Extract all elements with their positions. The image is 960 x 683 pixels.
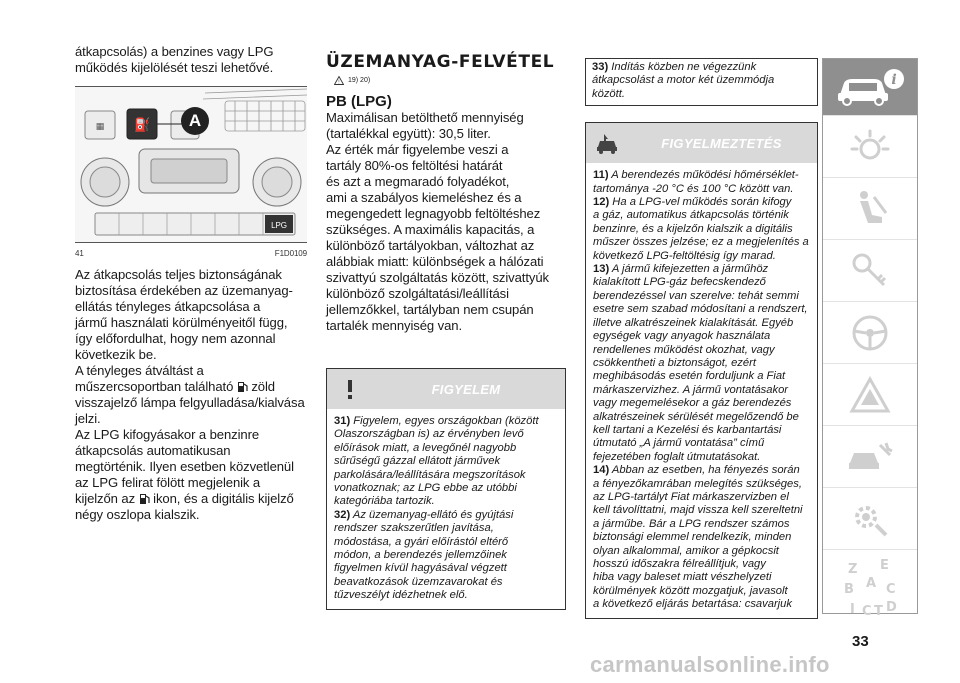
hazard-triangle-icon — [848, 375, 892, 415]
caution-label: FIGYELMEZTETÉS — [661, 135, 782, 151]
note-line: hosszú időszakra félreállítjuk, vagy — [593, 558, 766, 570]
figure-code: F1D0109 — [274, 249, 307, 258]
note-line: kialakított LPG-gáz befecskendező — [593, 276, 766, 289]
text-line: különböző szolgáltatási/leállítási — [326, 286, 509, 301]
note-line: berendezéssel van szerelve: tehát semmi — [593, 289, 799, 302]
sidebar-item-index[interactable] — [823, 549, 917, 627]
note-line: műszer összes jelzése; ez a megjelenítés a — [593, 236, 809, 249]
note-line: következő LPG-feltöltésig így marad. — [593, 249, 776, 262]
index-letter: B — [844, 581, 854, 597]
figure-wrapper — [75, 86, 307, 258]
car-wrench-icon — [846, 437, 894, 477]
warning-body — [327, 409, 565, 609]
sidebar-item-starting[interactable] — [823, 239, 917, 301]
sidebar-item-emergency[interactable] — [823, 363, 917, 425]
sidebar-item-warning-lights[interactable] — [823, 115, 917, 177]
text-line: alábbiak miatt: különbségek a hálózati — [326, 254, 544, 269]
reference-numbers: 19) 20) — [348, 77, 371, 84]
paragraph-3 — [75, 427, 307, 523]
text-line: Maximálisan betölthető mennyiség — [326, 110, 524, 125]
index-letter: Z — [848, 561, 858, 577]
note-number: 32) — [334, 508, 351, 521]
warning-label: FIGYELEM — [431, 381, 501, 397]
page-number: 33 — [852, 633, 869, 650]
note-line: fejezetében foglalt útmutatásokat. — [593, 450, 761, 463]
alphabet-index-icon — [840, 557, 900, 621]
capacity-paragraph — [326, 110, 566, 334]
note-line: figyelmen kívül hagyásával végzett — [334, 562, 507, 575]
column-middle — [326, 44, 566, 610]
note-number: 31) — [334, 415, 351, 427]
sidebar-item-driving[interactable] — [823, 301, 917, 363]
note-line: az LPG-tartályt Fiat márkaszervizben el — [593, 490, 789, 503]
text-line: Az átkapcsolás teljes biztonságának — [75, 267, 282, 282]
warning-box — [326, 368, 566, 610]
text-line: Az érték már figyelembe veszi a — [326, 142, 509, 157]
note-number: 14) — [593, 464, 610, 477]
text-line: visszajelző lámpa felgyulladása/kialvása — [75, 395, 305, 410]
note-number: 12) — [593, 196, 610, 209]
note-line: tartománya -20 °C és 100 °C között van. — [593, 182, 794, 195]
note-line: kell tartani a Kezelési és karbantartási — [593, 423, 782, 436]
sidebar-item-car-info[interactable] — [823, 59, 917, 115]
intro-line: átkapcsolás) a benzines vagy LPG — [75, 44, 274, 59]
note-number: 33) — [592, 61, 609, 73]
note-line: illetve alkatrészeinek kialakítását. Egyéb — [593, 316, 794, 329]
chapter-sidebar — [822, 58, 918, 619]
note-line: kell távolíttatni, majd vissza kell szereltetni — [593, 504, 803, 517]
note-line: előírások miatt, a levegőnél nagyobb — [334, 441, 517, 454]
caution-body — [586, 163, 817, 617]
note-line: kategóriába tartozik. — [334, 495, 435, 508]
note-line: rendszer szakszerűtlen javítása, — [334, 522, 494, 535]
note-line: biztonsági elemmel rendelkezik, minden — [593, 531, 792, 544]
text-line: jellemzőkkel, tartályban nem csupán — [326, 302, 534, 317]
text-line: különböző tartályokban, változhat az — [326, 238, 535, 253]
warning-header — [327, 369, 565, 409]
text-fragment: műszercsoportban található — [75, 379, 234, 394]
note-line: tűzveszélyt idézhetnek elő. — [334, 589, 468, 602]
note-line: a járműbe. Bár a LPG rendszer számos — [593, 517, 790, 530]
text-line: tartalék mennyiség van. — [326, 318, 462, 333]
seat-airbag-icon — [848, 187, 892, 231]
text-line: átkapcsolás automatikusan — [75, 443, 231, 458]
caution-item-12 — [593, 196, 810, 263]
note-line: Figyelem, egyes országokban (között — [353, 415, 539, 427]
note-line: módostása, a gyári előírástól eltérő — [334, 535, 509, 548]
text-line: az LPG felirat fölött megjelenik a — [75, 475, 261, 490]
note-line: a fényezőkamrában melegítés szükséges, — [593, 477, 802, 490]
text-line: jelzi. — [75, 411, 101, 426]
caution-item-14 — [593, 464, 810, 611]
note-line: sűrűségű gázzal ellátott járművek — [334, 455, 501, 468]
note-line: útmutató „A jármű vontatása” című — [593, 437, 765, 450]
note-line: A jármű kifejezetten a járműhöz — [611, 263, 769, 276]
svg-text:i: i — [891, 72, 897, 88]
index-letter: E — [880, 557, 889, 573]
text-fragment: ikon, és a digitális kijelző — [153, 491, 294, 506]
warning-triangle-icon — [334, 76, 344, 85]
note-line: csökkentheti a biztonságot, ezért — [593, 356, 756, 369]
svg-text:!: ! — [338, 79, 340, 85]
reference-notes — [334, 76, 566, 85]
note-line: hiba vagy baleset miatt vészhelyzeti — [593, 571, 772, 584]
note-line: beavatkozások üzemzavarokat és — [334, 575, 503, 588]
note-line: Indítás közben ne végezzünk — [611, 61, 757, 73]
text-line: következik be. — [75, 347, 157, 362]
note-number: 13) — [593, 263, 610, 276]
text-line-with-icon — [75, 491, 307, 507]
text-line: szükséges. A maximális kapacitás, a — [326, 222, 535, 237]
note-line: márkaszervizhez. A jármű vontatásakor — [593, 383, 789, 396]
note-line: A berendezés működési hőmérséklet- — [611, 169, 799, 182]
intro-line: működés kijelölését teszi lehetővé. — [75, 60, 274, 75]
note-line: alkatrészeinek sérülését megelőzendő be — [593, 410, 799, 423]
sidebar-item-technical-data[interactable] — [823, 487, 917, 549]
text-line: A tényleges átváltást a — [75, 363, 204, 378]
svg-text:▦: ▦ — [95, 121, 105, 131]
text-fragment: zöld — [251, 379, 275, 394]
index-letter: C — [862, 603, 872, 619]
callout-badge-letter: A — [188, 111, 202, 130]
text-line: biztosítása érdekében az üzemanyag- — [75, 283, 293, 298]
svg-text:LPG: LPG — [271, 221, 287, 230]
figure-number: 41 — [75, 249, 84, 258]
note-line: vagy megemelésekor a gáz berendezés — [593, 397, 792, 410]
note-line: egységek vagy anyagok használata — [593, 330, 771, 343]
warning-light-icon — [848, 127, 892, 167]
note-line: Olaszországban is) az érvényben levő — [334, 428, 524, 441]
text-line: és azt a megmaradó folyadékot, — [326, 174, 510, 189]
note-line: a következő eljárás betartása: csavarjuk — [593, 598, 792, 611]
caution-header — [586, 123, 817, 163]
text-line: Az LPG kifogyásakor a benzinre — [75, 427, 260, 442]
text-line: jármű használati körülményeitől függ, — [75, 315, 288, 330]
note-line: Az üzemanyag-ellátó és gyújtási — [352, 508, 514, 521]
lpg-fuel-pump-icon — [237, 380, 248, 393]
text-line: megengedett legnagyobb feltöltéshez — [326, 206, 541, 221]
warning-item-31 — [334, 415, 558, 509]
index-letter: I — [850, 601, 855, 617]
index-letter: A — [866, 575, 877, 591]
index-letter: D — [886, 599, 897, 615]
warning-item-32 — [334, 509, 558, 603]
note-line: benzinre, és a kijelzőn kialszik a digitális — [593, 222, 793, 235]
paragraph-1 — [75, 267, 307, 363]
caution-item-11 — [593, 169, 810, 196]
paragraph-2 — [75, 363, 307, 427]
text-line: ellátás tényleges átkapcsolása a — [75, 299, 261, 314]
text-line: négy oszlopa kialszik. — [75, 507, 200, 522]
column-left — [75, 44, 307, 523]
index-letter: C — [886, 581, 896, 597]
note-line: olyan alkalommal, amikor a gépkocsit — [593, 544, 779, 557]
note-line: a gáz, automatikus átkapcsolás történik — [593, 209, 789, 222]
note-box-33 — [585, 58, 818, 106]
lpg-fuel-pump-icon — [139, 492, 150, 505]
column-right — [585, 58, 818, 619]
caution-box — [585, 122, 818, 618]
caution-item-13 — [593, 263, 810, 464]
dashboard-figure — [75, 86, 307, 243]
section-title: ÜZEMANYAG-FELVÉTEL — [326, 52, 555, 72]
svg-text:⛽: ⛽ — [133, 117, 151, 132]
note-line: módon, a berendezés jellemzőinek — [334, 549, 507, 562]
text-line: ami a szabályos kiemeléshez és a — [326, 190, 522, 205]
callout-badge-a — [181, 107, 209, 135]
subsection-title: PB (LPG) — [326, 93, 392, 110]
note-line: Abban az esetben, ha fényezés során — [611, 464, 800, 477]
text-line: megtörténik. Ilyen esetben közvetlenül — [75, 459, 294, 474]
car-info-icon — [834, 67, 906, 107]
sidebar-item-safety[interactable] — [823, 177, 917, 239]
text-line: szivattyú szolgáltatás között, szivattyúk — [326, 270, 549, 285]
note-line: átkapcsolást a motor két üzemmódja — [592, 74, 775, 87]
note-line: vonatkoznak; az LPG ebbe az utóbbi — [334, 482, 517, 495]
text-fragment: kijelzőn az — [75, 491, 136, 506]
sidebar-item-maintenance[interactable] — [823, 425, 917, 487]
note-line: esetre sem szabad módosítani a rendszert, — [593, 303, 808, 316]
note-line: Ha a LPG-vel működés során kifogy — [612, 196, 792, 209]
steering-wheel-icon — [848, 311, 892, 355]
note-line: körülmények között mozgatjuk, javasolt — [593, 584, 788, 597]
text-line: tartály 80%-os feltöltési határát — [326, 158, 503, 173]
note-line: rendellenes működést okozhat, vagy — [593, 343, 775, 356]
text-line: (tartalékkal együtt): 30,5 liter. — [326, 126, 491, 141]
text-line: így előfordulhat, hogy nem azonnal — [75, 331, 276, 346]
note-number: 11) — [593, 169, 609, 182]
text-line-with-icon — [75, 379, 307, 395]
watermark: carmanualsonline.info — [590, 652, 830, 677]
note-line: között. — [592, 87, 625, 100]
gear-wrench-icon — [848, 497, 892, 541]
key-icon — [848, 249, 892, 293]
index-letter: T — [874, 603, 883, 619]
note-line: parkolására/leállítására megszorítások — [334, 468, 526, 481]
note-line: meghibásodás esetén forduljunk a Fiat — [593, 370, 786, 383]
